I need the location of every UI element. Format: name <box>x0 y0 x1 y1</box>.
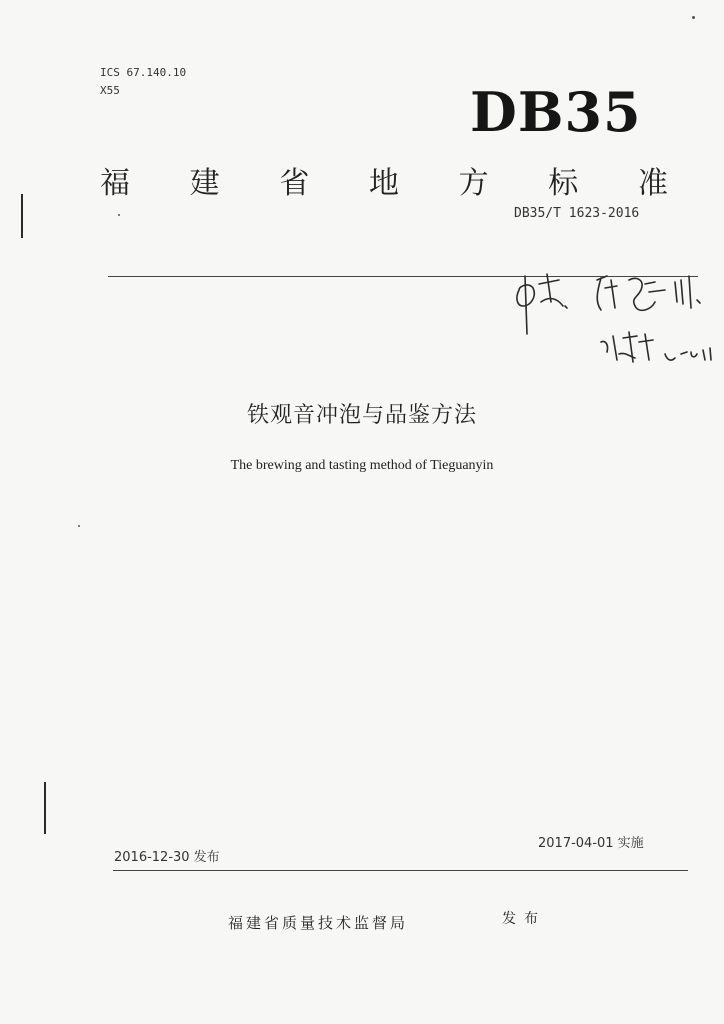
handwritten-note <box>505 262 720 374</box>
standard-type-char: 标 <box>548 166 579 201</box>
publish-date: 2016-12-30 发布 <box>114 850 220 865</box>
scan-mark <box>44 782 46 834</box>
implement-date: 2017-04-01 实施 <box>538 836 644 851</box>
standard-type-char: 地 <box>368 166 399 201</box>
ccs-number: X55 <box>100 84 120 97</box>
standard-type <box>100 158 668 202</box>
document-title-english: The brewing and tasting method of Tieguanyin <box>230 458 494 473</box>
issuing-suffix: 发布 <box>502 911 546 927</box>
standard-type-char: 准 <box>637 166 668 201</box>
standard-code: DB35/T 1623-2016 <box>514 206 640 221</box>
ics-ccs-block <box>100 64 186 100</box>
standard-type-char: 省 <box>279 166 310 201</box>
standard-type-char: 福 <box>100 166 130 201</box>
issuing-authority: 福建省质量技术监督局 <box>228 914 409 932</box>
standard-type-char: 方 <box>458 166 489 201</box>
db-mark: DB35 <box>470 80 642 144</box>
footer-divider <box>113 870 688 871</box>
scan-speck <box>78 525 80 527</box>
scan-mark <box>21 194 23 238</box>
scan-speck <box>692 16 695 19</box>
document-title-chinese: 铁观音冲泡与品鉴方法 <box>246 403 477 428</box>
ics-number: ICS 67.140.10 <box>100 66 187 79</box>
scan-speck <box>118 214 120 216</box>
standard-type-char: 建 <box>189 166 220 201</box>
